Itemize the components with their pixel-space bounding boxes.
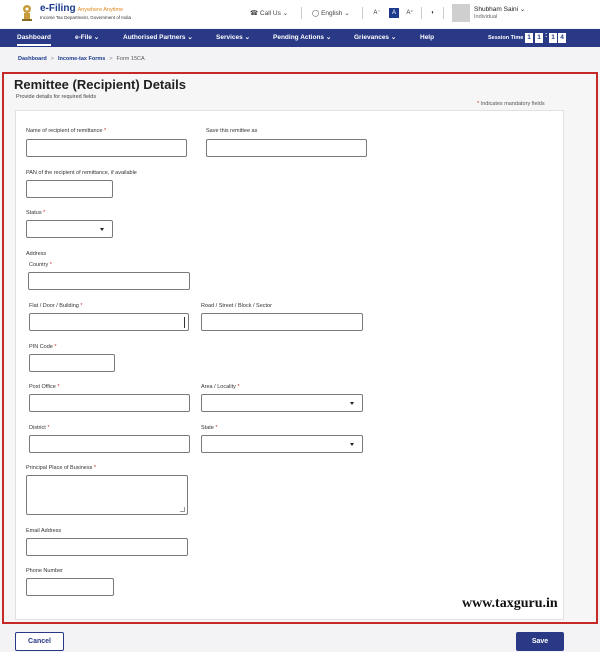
logo-title: e-Filing Anywhere Anytime xyxy=(40,3,124,14)
nav-services[interactable]: Services ⌄ xyxy=(216,34,251,41)
post-office-label: Post Office * xyxy=(29,384,60,390)
phone-icon: ☎ xyxy=(250,10,259,17)
session-digit: 1 xyxy=(549,33,557,43)
principal-place-label: Principal Place of Business * xyxy=(26,465,97,471)
efiling-logo[interactable] xyxy=(18,3,136,23)
flat-label: Flat / Door / Building * xyxy=(29,303,83,309)
save-remittee-label: Save this remittee as xyxy=(206,128,258,134)
emblem-icon xyxy=(18,3,36,23)
logo-tagline: Anywhere Anytime xyxy=(77,7,124,13)
contrast-icon[interactable]: ◐ xyxy=(431,10,435,16)
phone-input[interactable] xyxy=(26,578,114,596)
district-input[interactable] xyxy=(29,435,190,453)
save-remittee-input[interactable] xyxy=(206,139,367,157)
watermark: www.taxguru.in xyxy=(462,596,558,611)
language-label: English xyxy=(321,10,343,17)
save-button[interactable]: Save xyxy=(516,632,564,651)
area-label: Area / Locality * xyxy=(201,384,240,390)
breadcrumb-separator: > xyxy=(50,56,54,62)
status-select[interactable] xyxy=(26,220,113,238)
chevron-down-icon: ⌄ xyxy=(519,6,526,13)
address-section-label: Address xyxy=(26,251,47,257)
default-font-button[interactable]: A xyxy=(389,8,399,18)
session-colon: : xyxy=(545,32,548,39)
nav-dashboard[interactable]: Dashboard xyxy=(17,29,51,47)
country-input[interactable] xyxy=(28,272,190,290)
district-label: District * xyxy=(29,425,50,431)
state-label: State * xyxy=(201,425,218,431)
main-navbar xyxy=(0,29,600,47)
phone-label: Phone Number xyxy=(26,568,63,574)
chevron-down-icon: ⌄ xyxy=(325,34,332,41)
top-header xyxy=(0,0,600,28)
breadcrumb xyxy=(18,56,145,62)
breadcrumb-separator: > xyxy=(109,56,113,62)
chevron-down-icon: ⌄ xyxy=(282,10,289,17)
pin-input[interactable] xyxy=(29,354,115,372)
decrease-font-button[interactable]: A⁻ xyxy=(373,10,381,16)
pan-input[interactable] xyxy=(26,180,113,198)
session-digit: 4 xyxy=(558,33,566,43)
chevron-down-icon: ⌄ xyxy=(93,34,100,41)
area-select[interactable] xyxy=(201,394,363,412)
nav-efile[interactable]: e-File ⌄ xyxy=(75,34,100,41)
user-menu[interactable]: Shubham Saini ⌄ xyxy=(474,6,526,13)
road-label: Road / Street / Block / Sector xyxy=(201,303,272,309)
call-us-label: Call Us xyxy=(259,10,281,17)
nav-pending-actions[interactable]: Pending Actions ⌄ xyxy=(273,34,332,41)
globe-icon: ◯ xyxy=(312,10,320,17)
breadcrumb-current: Form 15CA xyxy=(116,56,145,62)
logo-subtitle: Income Tax Department, Government of India xyxy=(40,15,131,20)
avatar[interactable] xyxy=(452,4,470,22)
user-role: Individual xyxy=(474,14,498,20)
divider xyxy=(362,7,363,19)
state-select[interactable] xyxy=(201,435,363,453)
chevron-down-icon: ⌄ xyxy=(344,10,350,17)
breadcrumb-dashboard[interactable]: Dashboard xyxy=(18,56,47,62)
recipient-name-input[interactable] xyxy=(26,139,187,157)
session-digit: 1 xyxy=(535,33,543,43)
call-us-menu[interactable] xyxy=(250,9,288,17)
chevron-down-icon: ⌄ xyxy=(390,34,397,41)
nav-grievances[interactable]: Grievances ⌄ xyxy=(354,34,397,41)
chevron-down-icon: ⌄ xyxy=(187,34,193,41)
email-input[interactable] xyxy=(26,538,188,556)
divider xyxy=(443,7,444,19)
increase-font-button[interactable]: A⁺ xyxy=(406,10,414,16)
mandatory-note: * Indicates mandatory fields xyxy=(477,101,545,107)
principal-place-textarea[interactable] xyxy=(26,475,188,515)
language-selector[interactable] xyxy=(312,9,350,17)
post-office-input[interactable] xyxy=(29,394,190,412)
breadcrumb-income-tax-forms[interactable]: Income-tax Forms xyxy=(57,56,106,62)
divider xyxy=(421,7,422,19)
country-label: Country * xyxy=(29,262,52,268)
session-time-label: Session Time xyxy=(488,35,524,41)
page-title: Remittee (Recipient) Details xyxy=(14,77,186,92)
text-cursor xyxy=(184,317,185,328)
nav-authorised-partners[interactable]: Authorised Partners ⌄ xyxy=(123,34,193,41)
resize-handle[interactable] xyxy=(180,507,185,512)
email-label: Email Address xyxy=(26,528,62,534)
page-subtitle: Provide details for required fields xyxy=(16,94,97,100)
nav-help[interactable]: Help xyxy=(420,34,435,41)
pin-label: PIN Code * xyxy=(29,344,57,350)
road-input[interactable] xyxy=(201,313,363,331)
pan-label: PAN of the recipient of remittance, if available xyxy=(26,170,137,176)
divider xyxy=(301,7,302,19)
chevron-down-icon: ⌄ xyxy=(244,34,251,41)
status-label: Status * xyxy=(26,210,46,216)
session-digit: 1 xyxy=(525,33,533,43)
flat-input[interactable] xyxy=(29,313,189,331)
recipient-name-label: Name of recipient of remittance * xyxy=(26,128,107,134)
cancel-button[interactable]: Cancel xyxy=(15,632,64,651)
